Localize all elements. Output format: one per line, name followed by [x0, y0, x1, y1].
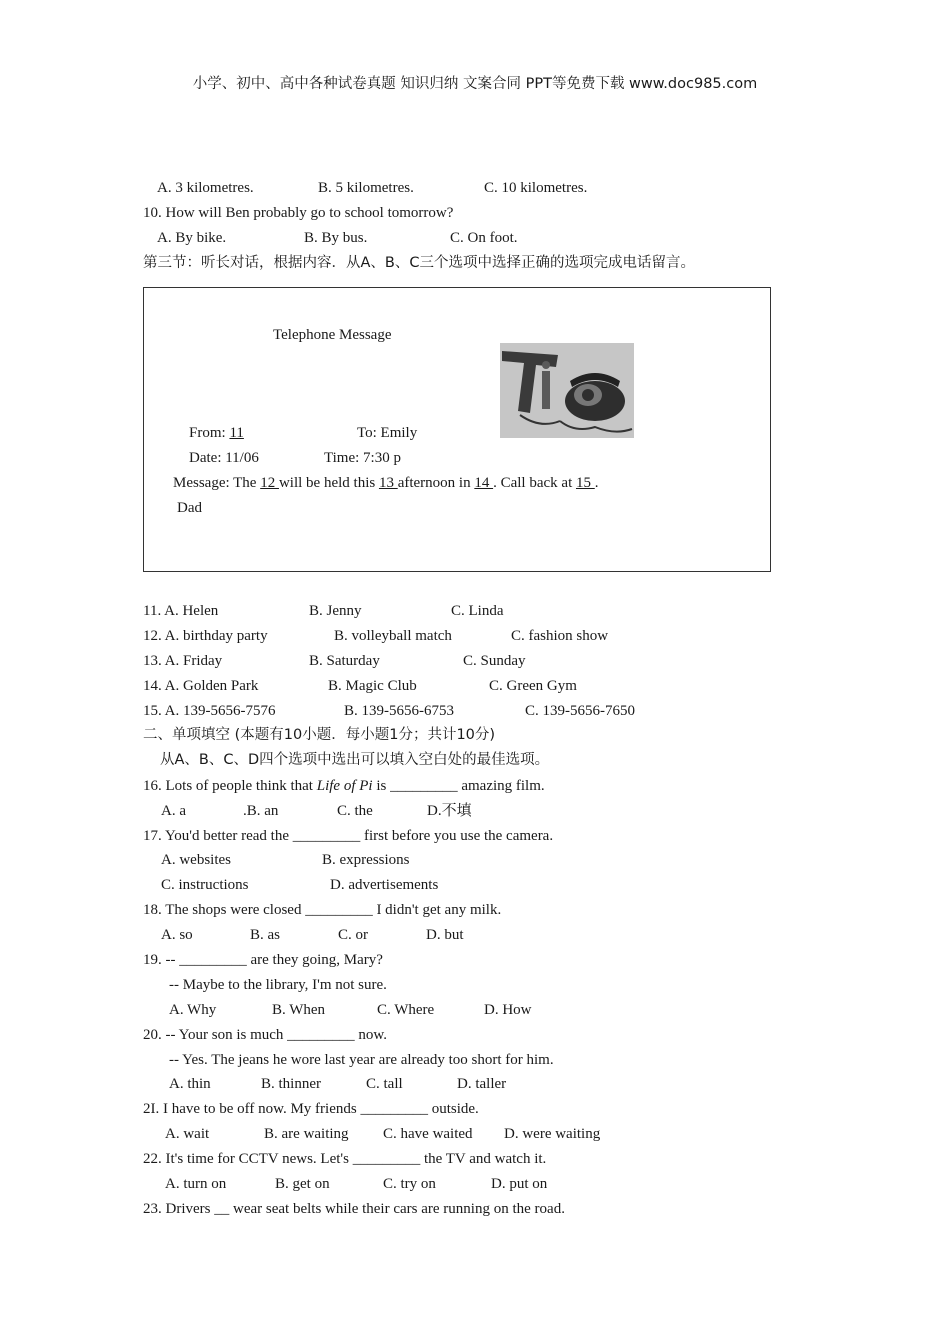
q20-option-a: A. thin	[169, 1076, 211, 1092]
part2-instruction: 从A、B、C、D四个选项中选出可以填入空白处的最佳选项。	[160, 752, 550, 768]
q19-option-c: C. Where	[377, 1002, 435, 1018]
q15-option-b: B. 139-5656-6753	[344, 703, 454, 719]
blank-11: 11	[229, 425, 244, 441]
q19-stem: 19. -- _________ are they going, Mary?	[143, 952, 383, 968]
q20-option-d: D. taller	[457, 1076, 507, 1092]
q12-option-c: C. fashion show	[511, 628, 609, 644]
blank-14: 14	[474, 475, 494, 491]
q16-option-a: A. a	[161, 803, 186, 819]
q17-stem: 17. You'd better read the _________ first before you use the camera.	[143, 828, 554, 844]
q23-stem: 23. Drivers __ wear seat belts while their cars are running on the road.	[143, 1201, 565, 1217]
q19-option-b: B. When	[272, 1002, 326, 1018]
q14-option-c: C. Green Gym	[489, 678, 577, 694]
q17-option-c: C. instructions	[161, 877, 249, 893]
q22-option-b: B. get on	[275, 1176, 330, 1192]
from-label: From:	[189, 425, 230, 441]
message-time: Time: 7:30 p	[324, 450, 401, 466]
q12-option-b: B. volleyball match	[334, 628, 452, 644]
q10-option-a: A. By bike.	[157, 230, 227, 246]
q17-option-d: D. advertisements	[330, 877, 439, 893]
q18-option-b: B. as	[250, 927, 280, 943]
q18-option-d: D. but	[426, 927, 464, 943]
q16-stem	[143, 777, 545, 795]
q18-option-c: C. or	[338, 927, 368, 943]
q19-option-d: D. How	[484, 1002, 532, 1018]
message-mid1: will be held this	[278, 475, 379, 491]
message-date: Date: 11/06	[189, 450, 259, 466]
q11-option-b: B. Jenny	[309, 603, 362, 619]
q21-stem: 2I. I have to be off now. My friends _________ outside.	[143, 1101, 479, 1117]
q22-option-a: A. turn on	[165, 1176, 227, 1192]
q14-option-a: 14. A. Golden Park	[143, 678, 259, 694]
q9-option-b: B. 5 kilometres.	[318, 180, 414, 196]
q10-stem: 10. How will Ben probably go to school tomorrow?	[143, 205, 454, 221]
telephone-illustration	[500, 343, 634, 438]
message-end: .	[594, 475, 599, 491]
q14-option-b: B. Magic Club	[328, 678, 417, 694]
q16-stem-post: is _________ amazing film.	[372, 778, 545, 794]
message-signature: Dad	[177, 500, 202, 516]
q16-book-title: Life of Pi	[316, 778, 373, 794]
q10-option-c: C. On foot.	[450, 230, 518, 246]
q20-stem: 20. -- Your son is much _________ now.	[143, 1027, 388, 1043]
q9-option-a: A. 3 kilometres.	[157, 180, 254, 196]
q22-option-c: C. try on	[383, 1176, 436, 1192]
q21-option-a: A. wait	[165, 1126, 210, 1142]
q16-option-b: .B. an	[243, 803, 279, 819]
part2-heading: 二、单项填空 (本题有10小题．每小题1分；共计10分)	[143, 727, 496, 743]
q21-option-b: B. are waiting	[264, 1126, 349, 1142]
q20-option-b: B. thinner	[261, 1076, 321, 1092]
q22-stem: 22. It's time for CCTV news. Let's _________ the TV and watch it.	[143, 1151, 547, 1167]
q16-stem-pre: 16. Lots of people think that	[143, 778, 317, 794]
q10-option-b: B. By bus.	[304, 230, 368, 246]
page-header: 小学、初中、高中各种试卷真题 知识归纳 文案合同 PPT等免费下载 www.doc985.com	[192, 76, 758, 92]
q21-option-d: D. were waiting	[504, 1126, 601, 1142]
q18-option-a: A. so	[161, 927, 193, 943]
q20-option-c: C. tall	[366, 1076, 403, 1092]
q18-stem: 18. The shops were closed _________ I didn't get any milk.	[143, 902, 502, 918]
q11-option-a: 11. A. Helen	[143, 603, 219, 619]
q15-option-c: C. 139-5656-7650	[525, 703, 635, 719]
message-mid3: . Call back at	[493, 475, 576, 491]
q19-option-a: A. Why	[169, 1002, 217, 1018]
q13-option-b: B. Saturday	[309, 653, 380, 669]
q13-option-a: 13. A. Friday	[143, 653, 223, 669]
blank-12: 12	[260, 475, 279, 491]
message-prefix: Message: The	[173, 475, 261, 491]
q17-option-b: B. expressions	[322, 852, 410, 868]
message-body	[173, 474, 598, 492]
q16-option-c: C. the	[337, 803, 373, 819]
telephone-icon	[500, 343, 634, 438]
q22-option-d: D. put on	[491, 1176, 548, 1192]
q11-option-c: C. Linda	[451, 603, 504, 619]
blank-15: 15	[575, 475, 595, 491]
section3-heading: 第三节：听长对话，根据内容．从A、B、C三个选项中选择正确的选项完成电话留言。	[143, 255, 695, 271]
q19-line2: -- Maybe to the library, I'm not sure.	[169, 977, 387, 993]
q17-option-a: A. websites	[161, 852, 231, 868]
blank-13: 13	[378, 475, 398, 491]
q15-option-a: 15. A. 139-5656-7576	[143, 703, 276, 719]
q12-option-a: 12. A. birthday party	[143, 628, 268, 644]
q21-option-c: C. have waited	[383, 1126, 473, 1142]
q16-option-d: D.不填	[427, 803, 472, 819]
q20-line2: -- Yes. The jeans he wore last year are already too short for him.	[169, 1052, 554, 1068]
message-mid2: afternoon in	[397, 475, 475, 491]
message-to-line: To: Emily	[357, 425, 418, 441]
message-title: Telephone Message	[273, 327, 392, 343]
message-from-line	[189, 424, 244, 442]
q9-option-c: C. 10 kilometres.	[484, 180, 588, 196]
q13-option-c: C. Sunday	[463, 653, 526, 669]
